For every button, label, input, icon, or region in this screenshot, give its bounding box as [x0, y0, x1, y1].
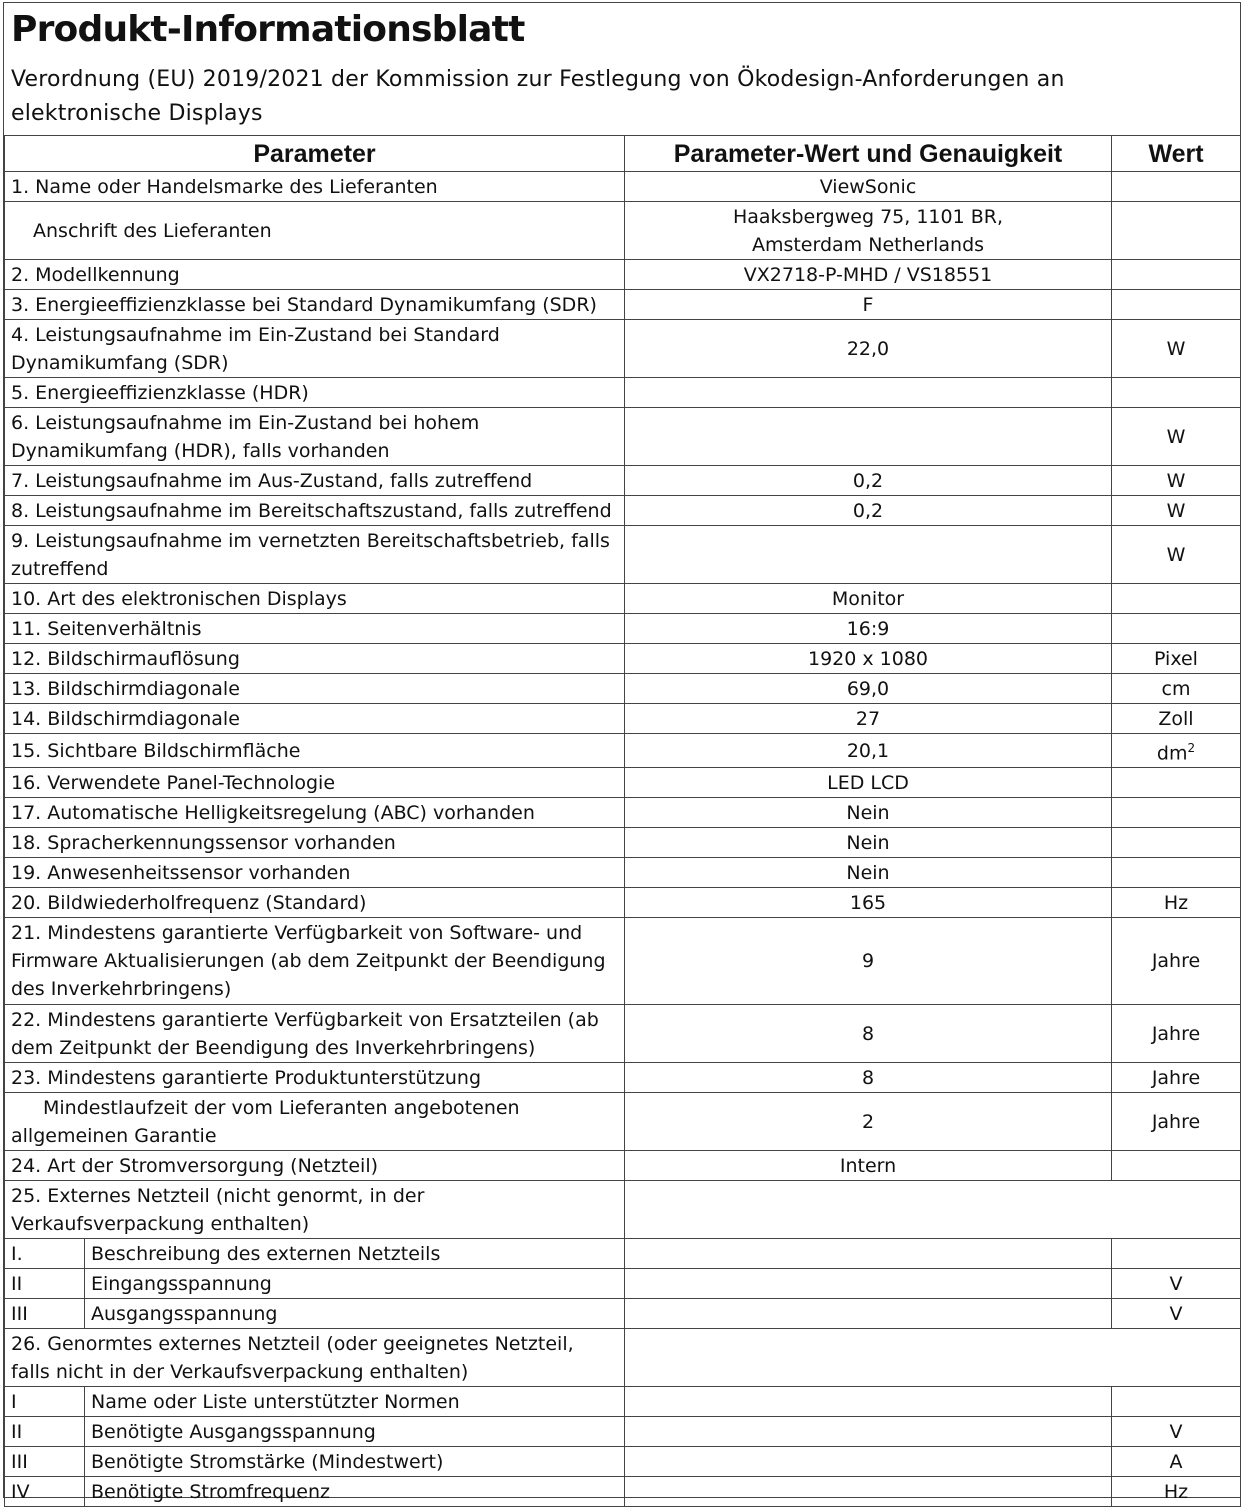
- row-value: Haaksbergweg 75, 1101 BR, Amsterdam Netherlands: [625, 202, 1112, 260]
- row-unit: [1112, 734, 1241, 768]
- row-value: 2: [625, 1093, 1112, 1151]
- row-unit: [1112, 584, 1241, 614]
- row-unit: A: [1112, 1447, 1241, 1477]
- row-value: Intern: [625, 1151, 1112, 1181]
- row-value: 0,2: [625, 466, 1112, 496]
- row-unit: cm: [1112, 674, 1241, 704]
- row-value: [625, 1387, 1112, 1417]
- table-row: [5, 496, 1241, 526]
- row-unit: Jahre: [1112, 918, 1241, 1005]
- table-row: [5, 768, 1241, 798]
- table-row: [5, 734, 1241, 768]
- document-title: Produkt-Informationsblatt: [11, 9, 525, 50]
- row-label: Anschrift des Lieferanten: [5, 202, 625, 260]
- table-row: [5, 202, 1241, 260]
- table-row: [5, 1151, 1241, 1181]
- section-25-empty: [625, 1181, 1241, 1239]
- row-value: 0,2: [625, 496, 1112, 526]
- row-number: II: [5, 1417, 85, 1447]
- row-value: [625, 1477, 1112, 1507]
- unit-text: dm: [1156, 742, 1188, 765]
- row-value: 8: [625, 1063, 1112, 1093]
- row-unit: [1112, 768, 1241, 798]
- row-number: II: [5, 1269, 85, 1299]
- row-label: 2. Modellkennung: [5, 260, 625, 290]
- section-26-empty: [625, 1329, 1241, 1387]
- row-value: ViewSonic: [625, 172, 1112, 202]
- row-value: LED LCD: [625, 768, 1112, 798]
- table-row: [5, 378, 1241, 408]
- row-value: 16:9: [625, 614, 1112, 644]
- row-label: 17. Automatische Helligkeitsregelung (ABC) vorhanden: [5, 798, 625, 828]
- row-label: 18. Spracherkennungssensor vorhanden: [5, 828, 625, 858]
- row-unit: [1112, 172, 1241, 202]
- document-subtitle: Verordnung (EU) 2019/2021 der Kommission zur Festlegung von Ökodesign-Anforderungen an elektronische Displays: [11, 67, 1065, 126]
- header-unit: Wert: [1112, 136, 1241, 172]
- row-label: 7. Leistungsaufnahme im Aus-Zustand, falls zutreffend: [5, 466, 625, 496]
- table-row: [5, 704, 1241, 734]
- row-value: Monitor: [625, 584, 1112, 614]
- row-value: 20,1: [625, 734, 1112, 768]
- row-unit: W: [1112, 526, 1241, 584]
- row-value: VX2718-P-MHD / VS18551: [625, 260, 1112, 290]
- row-value: [625, 378, 1112, 408]
- table-row: [5, 918, 1241, 1005]
- section-26-header: [5, 1329, 1241, 1387]
- table-row: [5, 614, 1241, 644]
- row-unit: [1112, 1387, 1241, 1417]
- row-value: [625, 408, 1112, 466]
- row-unit: W: [1112, 496, 1241, 526]
- row-unit: [1112, 290, 1241, 320]
- row-label: Beschreibung des externen Netzteils: [85, 1239, 625, 1269]
- row-label: Ausgangsspannung: [85, 1299, 625, 1329]
- row-label: 10. Art des elektronischen Displays: [5, 584, 625, 614]
- table-row: [5, 1005, 1241, 1063]
- table-row: [5, 674, 1241, 704]
- table-row: [5, 290, 1241, 320]
- row-value: Nein: [625, 798, 1112, 828]
- row-number: I.: [5, 1239, 85, 1269]
- row-value: [625, 1269, 1112, 1299]
- row-label: Benötigte Ausgangsspannung: [85, 1417, 625, 1447]
- table-row: [5, 172, 1241, 202]
- row-unit: Hz: [1112, 888, 1241, 918]
- row-label: 13. Bildschirmdiagonale: [5, 674, 625, 704]
- row-label: 21. Mindestens garantierte Verfügbarkeit von Software- und Firmware Aktualisierungen (ab dem Zeitpunkt der Beendigung des Inverkehrbringens): [5, 918, 625, 1005]
- table-row: [5, 466, 1241, 496]
- row-label: 16. Verwendete Panel-Technologie: [5, 768, 625, 798]
- row-unit: [1112, 378, 1241, 408]
- table-row: [5, 1387, 1241, 1417]
- product-info-sheet: [3, 2, 1241, 1503]
- table-row: [5, 1239, 1241, 1269]
- row-label: 22. Mindestens garantierte Verfügbarkeit von Ersatzteilen (ab dem Zeitpunkt der Beendigung des Inverkehrbringens): [5, 1005, 625, 1063]
- row-unit: Jahre: [1112, 1093, 1241, 1151]
- row-value: Nein: [625, 828, 1112, 858]
- row-number: III: [5, 1299, 85, 1329]
- table-row: [5, 526, 1241, 584]
- row-value: F: [625, 290, 1112, 320]
- row-value: 69,0: [625, 674, 1112, 704]
- section-25-header: [5, 1181, 1241, 1239]
- row-unit: Jahre: [1112, 1063, 1241, 1093]
- row-label: 15. Sichtbare Bildschirmfläche: [5, 734, 625, 768]
- row-unit: [1112, 828, 1241, 858]
- row-unit: Pixel: [1112, 644, 1241, 674]
- row-unit: V: [1112, 1269, 1241, 1299]
- row-label: Benötigte Stromfrequenz: [85, 1477, 625, 1507]
- table-row: [5, 1477, 1241, 1507]
- table-row: [5, 584, 1241, 614]
- header-parameter: Parameter: [5, 136, 625, 172]
- row-unit: [1112, 858, 1241, 888]
- row-label: 23. Mindestens garantierte Produktunterstützung: [5, 1063, 625, 1093]
- section-25-label: 25. Externes Netzteil (nicht genormt, in der Verkaufsverpackung enthalten): [5, 1181, 625, 1239]
- row-label: 3. Energieeffizienzklasse bei Standard Dynamikumfang (SDR): [5, 290, 625, 320]
- row-unit: [1112, 1151, 1241, 1181]
- table-row: [5, 408, 1241, 466]
- table-row: [5, 1299, 1241, 1329]
- row-unit: V: [1112, 1417, 1241, 1447]
- row-unit: [1112, 260, 1241, 290]
- table-row: [5, 1063, 1241, 1093]
- row-label: 5. Energieeffizienzklasse (HDR): [5, 378, 625, 408]
- row-label: 14. Bildschirmdiagonale: [5, 704, 625, 734]
- table-row: [5, 260, 1241, 290]
- row-unit: Jahre: [1112, 1005, 1241, 1063]
- row-label: 8. Leistungsaufnahme im Bereitschaftszustand, falls zutreffend: [5, 496, 625, 526]
- row-value: 9: [625, 918, 1112, 1005]
- section-26-label: 26. Genormtes externes Netzteil (oder geeignetes Netzteil, falls nicht in der Verkaufsverpackung enthalten): [5, 1329, 625, 1387]
- row-label: 12. Bildschirmauflösung: [5, 644, 625, 674]
- table-row: [5, 644, 1241, 674]
- table-row: [5, 320, 1241, 378]
- table-row: [5, 828, 1241, 858]
- row-value: 22,0: [625, 320, 1112, 378]
- table-row: [5, 1417, 1241, 1447]
- row-unit: [1112, 614, 1241, 644]
- row-label: Benötigte Stromstärke (Mindestwert): [85, 1447, 625, 1477]
- row-value: 165: [625, 888, 1112, 918]
- row-unit: [1112, 202, 1241, 260]
- row-value: 8: [625, 1005, 1112, 1063]
- row-unit: W: [1112, 466, 1241, 496]
- table-row: [5, 858, 1241, 888]
- row-unit: [1112, 798, 1241, 828]
- row-label: 1. Name oder Handelsmarke des Lieferanten: [5, 172, 625, 202]
- row-label: 24. Art der Stromversorgung (Netzteil): [5, 1151, 625, 1181]
- row-unit: V: [1112, 1299, 1241, 1329]
- row-unit: Hz: [1112, 1477, 1241, 1507]
- row-label: Mindestlaufzeit der vom Lieferanten angebotenen allgemeinen Garantie: [5, 1093, 625, 1151]
- table-row: [5, 1447, 1241, 1477]
- row-unit: W: [1112, 320, 1241, 378]
- row-value: 27: [625, 704, 1112, 734]
- header-value: Parameter-Wert und Genauigkeit: [625, 136, 1112, 172]
- row-number: III: [5, 1447, 85, 1477]
- table-row: [5, 798, 1241, 828]
- row-unit: W: [1112, 408, 1241, 466]
- row-value: Nein: [625, 858, 1112, 888]
- row-number: IV: [5, 1477, 85, 1507]
- row-value: 1920 x 1080: [625, 644, 1112, 674]
- row-label: 9. Leistungsaufnahme im vernetzten Bereitschaftsbetrieb, falls zutreffend: [5, 526, 625, 584]
- row-label: 19. Anwesenheitssensor vorhanden: [5, 858, 625, 888]
- row-label: 4. Leistungsaufnahme im Ein-Zustand bei Standard Dynamikumfang (SDR): [5, 320, 625, 378]
- row-unit: [1112, 1239, 1241, 1269]
- row-number: I: [5, 1387, 85, 1417]
- row-value: [625, 526, 1112, 584]
- parameter-table: [4, 135, 1241, 1507]
- row-value: [625, 1417, 1112, 1447]
- row-label: Name oder Liste unterstützter Normen: [85, 1387, 625, 1417]
- row-label: 20. Bildwiederholfrequenz (Standard): [5, 888, 625, 918]
- table-row: [5, 1093, 1241, 1151]
- row-value: [625, 1239, 1112, 1269]
- row-label: Eingangsspannung: [85, 1269, 625, 1299]
- table-row: [5, 1269, 1241, 1299]
- row-label: 11. Seitenverhältnis: [5, 614, 625, 644]
- unit-superscript: 2: [1187, 741, 1196, 755]
- row-unit: Zoll: [1112, 704, 1241, 734]
- row-label: 6. Leistungsaufnahme im Ein-Zustand bei hohem Dynamikumfang (HDR), falls vorhanden: [5, 408, 625, 466]
- row-value: [625, 1447, 1112, 1477]
- table-row: [5, 888, 1241, 918]
- row-value: [625, 1299, 1112, 1329]
